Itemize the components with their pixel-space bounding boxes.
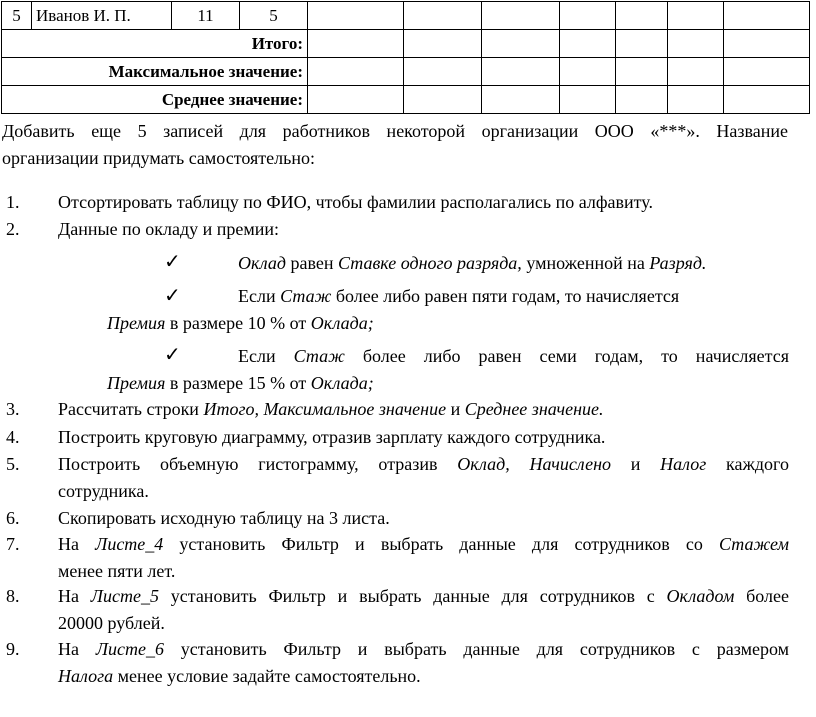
item-3-text <box>58 396 789 423</box>
cell-empty <box>668 58 724 86</box>
cell-empty <box>308 30 404 58</box>
cell-empty <box>724 58 810 86</box>
cell-empty <box>724 2 810 30</box>
item-7-line-2: менее пяти лет. <box>58 561 176 581</box>
bullet-1-text <box>238 250 706 277</box>
bullet-3-part: более либо равен семи годам, то начисляется <box>344 346 789 366</box>
item-6-line: Скопировать исходную таблицу на 3 листа. <box>58 508 390 528</box>
bullet-3-line-1 <box>238 343 789 370</box>
cell-empty <box>482 86 560 114</box>
item-5-part: каждого <box>706 454 789 474</box>
bullet-3-term: Премия <box>107 373 166 393</box>
bullet-3-line-2 <box>107 370 374 397</box>
item-8-line-1 <box>58 583 789 610</box>
intro-line-2: организации придумать самостоятельно: <box>2 148 315 168</box>
item-9-term: Листе_6 <box>95 639 164 659</box>
bullet-1-term: Оклад <box>238 253 286 273</box>
cell-col3: 11 <box>172 2 240 30</box>
item-9-part: менее условие задайте самостоятельно. <box>113 666 421 686</box>
cell-name: Иванов И. П. <box>32 2 172 30</box>
item-9-text <box>58 636 789 690</box>
item-2-number: 2. <box>6 219 20 239</box>
item-3-number: 3. <box>6 399 20 419</box>
item-8-term: Листе_5 <box>90 586 159 606</box>
cell-empty <box>482 58 560 86</box>
cell-empty <box>668 86 724 114</box>
max-label: Максимальное значение: <box>2 58 308 86</box>
cell-empty <box>482 30 560 58</box>
item-5-line-2: сотрудника. <box>58 481 149 501</box>
cell-empty <box>404 86 482 114</box>
cell-empty <box>668 2 724 30</box>
checkmark-icon: ✓ <box>164 283 181 307</box>
item-1-line: Отсортировать таблицу по ФИО, чтобы фамилии располагались по алфавиту. <box>58 192 654 212</box>
item-8-number: 8. <box>6 586 20 606</box>
table-row <box>2 2 810 30</box>
cell-empty <box>560 2 616 30</box>
cell-empty <box>404 58 482 86</box>
item-7-term: Стажем <box>718 534 789 554</box>
total-label: Итого: <box>2 30 308 58</box>
item-9-part: установить Фильтр и выбрать данные для сотрудников с размером <box>163 639 789 659</box>
total-row <box>2 30 810 58</box>
item-3-term: Итого, Максимальное значение <box>203 399 447 419</box>
item-6-text <box>58 505 789 532</box>
bullet-3-term: Оклада; <box>310 373 374 393</box>
bullet-3-term: Стаж <box>293 346 345 366</box>
item-7-part: установить Фильтр и выбрать данные для сотрудников со <box>163 534 719 554</box>
cell-empty <box>482 2 560 30</box>
cell-empty <box>308 2 404 30</box>
cell-empty <box>308 58 404 86</box>
bullet-2-term: Оклада; <box>310 313 374 333</box>
item-3-term: Среднее значение. <box>464 399 604 419</box>
bullet-2-part: Если <box>238 286 281 306</box>
item-4-text <box>58 424 789 451</box>
item-6-number: 6. <box>6 508 20 528</box>
bullet-2-part: более либо равен пяти годам, то начисляется <box>331 286 680 306</box>
bullet-3-part: Если <box>238 346 294 366</box>
cell-col4: 5 <box>240 2 308 30</box>
cell-empty <box>724 30 810 58</box>
bullet-1-term: Ставке одного разряда, <box>337 253 522 273</box>
avg-label: Среднее значение: <box>2 86 308 114</box>
intro-line-1: Добавить еще 5 записей для работников некоторой организации ООО «***». Название <box>2 121 788 141</box>
item-5-term: Налог <box>660 454 707 474</box>
item-4-line: Построить круговую диаграмму, отразив зарплату каждого сотрудника. <box>58 427 606 447</box>
bullet-2-term: Премия <box>107 313 166 333</box>
item-7-line-1 <box>58 531 789 558</box>
item-7-text <box>58 531 789 585</box>
bullet-1-part: умноженной на <box>521 253 650 273</box>
cell-empty <box>404 30 482 58</box>
item-5-number: 5. <box>6 454 20 474</box>
bullet-2-term: Стаж <box>280 286 332 306</box>
avg-row <box>2 86 810 114</box>
cell-empty <box>616 2 668 30</box>
cell-empty <box>616 58 668 86</box>
bullet-2-line-2 <box>107 310 374 337</box>
item-7-number: 7. <box>6 534 20 554</box>
checkmark-icon: ✓ <box>164 249 181 273</box>
item-9-line-1 <box>58 636 789 663</box>
item-9-line-2 <box>58 663 789 690</box>
item-9-number: 9. <box>6 639 20 659</box>
bullet-3-part: в размере 15 % от <box>165 373 311 393</box>
bullet-2-line-1 <box>238 283 679 310</box>
item-1-number: 1. <box>6 192 20 212</box>
cell-empty <box>308 86 404 114</box>
item-3-line <box>58 396 789 423</box>
item-8-term: Окладом <box>666 586 735 606</box>
item-8-part: На <box>58 586 91 606</box>
item-8-text <box>58 583 789 637</box>
cell-empty <box>724 86 810 114</box>
item-4-number: 4. <box>6 427 20 447</box>
item-8-part: более <box>734 586 789 606</box>
bullet-1-part: равен <box>285 253 338 273</box>
item-5-line-1 <box>58 451 789 478</box>
item-1-text <box>58 189 789 216</box>
item-9-term: Налога <box>58 666 114 686</box>
item-3-part: Рассчитать строки <box>58 399 204 419</box>
employee-table <box>1 1 810 114</box>
item-3-part: и <box>446 399 465 419</box>
cell-empty <box>616 30 668 58</box>
cell-empty <box>560 30 616 58</box>
cell-empty <box>616 86 668 114</box>
bullet-2-part: в размере 10 % от <box>165 313 311 333</box>
max-row <box>2 58 810 86</box>
item-8-line-2: 20000 рублей. <box>58 613 165 633</box>
item-5-term: Оклад, Начислено <box>457 454 612 474</box>
cell-empty <box>404 2 482 30</box>
item-2-line: Данные по окладу и премии: <box>58 219 280 239</box>
cell-empty <box>560 58 616 86</box>
checkmark-icon: ✓ <box>164 342 181 366</box>
cell-empty <box>560 86 616 114</box>
item-9-part: На <box>58 639 96 659</box>
item-5-part: Построить объемную гистограмму, отразив <box>58 454 458 474</box>
bullet-1-term: Разряд. <box>649 253 707 273</box>
item-2-text <box>58 216 789 243</box>
cell-empty <box>668 30 724 58</box>
item-5-text <box>58 451 789 505</box>
cell-num: 5 <box>2 2 32 30</box>
item-7-term: Листе_4 <box>95 534 164 554</box>
item-7-part: На <box>58 534 96 554</box>
item-8-part: установить Фильтр и выбрать данные для сотрудников с <box>158 586 667 606</box>
item-5-part: и <box>611 454 661 474</box>
